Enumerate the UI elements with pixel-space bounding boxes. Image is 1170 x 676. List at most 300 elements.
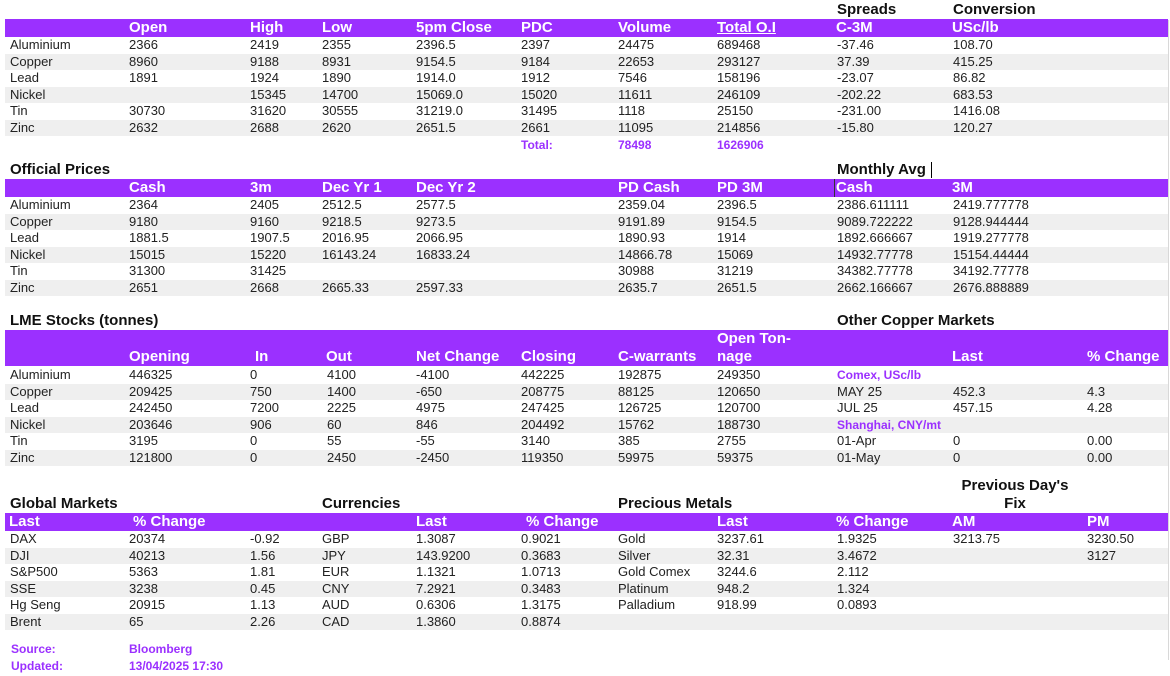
- stocks-cell-6: 120650: [717, 383, 761, 399]
- market-cell-7: -231.00: [837, 103, 882, 118]
- total-volume: 78498: [618, 138, 652, 152]
- market-cell-6: 214856: [717, 119, 761, 135]
- col-cash: Cash: [129, 179, 166, 196]
- market-cell-2: 2355: [322, 37, 351, 52]
- col-3m: 3m: [250, 179, 272, 196]
- bottom-row: [0, 564, 1170, 581]
- bottom-currency-last: 7.2921: [416, 580, 456, 596]
- stocks-cell-1: 750: [250, 383, 272, 399]
- other-copper-title: Other Copper Markets: [837, 312, 995, 329]
- stocks-cell-6: 188730: [717, 416, 761, 432]
- col-net-change: Net Change: [416, 348, 500, 365]
- market-cell-2: 1890: [322, 70, 351, 85]
- col-opening: Opening: [129, 348, 190, 365]
- market-cell-1: 15345: [250, 86, 287, 102]
- stocks-other-name: 01-Apr: [837, 433, 877, 448]
- stocks-cell-6: 59375: [717, 449, 754, 465]
- stocks-cell-6: 120700: [717, 400, 761, 415]
- col-precious-last: Last: [717, 513, 748, 530]
- col-global-change: % Change: [133, 513, 206, 530]
- market-cell-4: 2397: [521, 37, 550, 52]
- stocks-row: [0, 384, 1170, 401]
- lme-stocks-title: LME Stocks (tonnes): [10, 312, 159, 329]
- col-closing: Closing: [521, 348, 576, 365]
- market-cell-5: 24475: [618, 37, 655, 52]
- stocks-cell-5: 126725: [618, 400, 662, 415]
- stocks-cell-4: 119350: [521, 449, 564, 465]
- stocks-row: [0, 433, 1170, 450]
- stocks-metal: Aluminium: [10, 367, 71, 382]
- bottom-precious-name: Silver: [618, 547, 651, 563]
- stocks-other-name: JUL 25: [837, 400, 878, 415]
- col-avg-3m: 3M: [952, 179, 973, 196]
- market-cell-7: -37.46: [837, 37, 874, 52]
- col-fix-pm: PM: [1087, 513, 1110, 530]
- stocks-cell-3: -4100: [416, 367, 450, 382]
- bottom-precious-last: 3244.6: [717, 564, 757, 579]
- stocks-cell-3: -55: [416, 433, 435, 448]
- market-cell-3: 31219.0: [416, 103, 463, 118]
- stocks-cell-4: 442225: [521, 367, 565, 382]
- col-last: Last: [952, 348, 983, 365]
- bottom-currency-change: 0.9021: [521, 531, 561, 546]
- market-cell-8: 108.70: [953, 37, 993, 52]
- global-markets-title: Global Markets: [10, 495, 118, 512]
- official-row: [0, 247, 1170, 264]
- column-divider: [834, 179, 835, 197]
- stocks-metal: Zinc: [10, 449, 35, 465]
- bottom-global-change: 2.26: [250, 613, 276, 629]
- market-cell-6: 25150: [717, 103, 754, 118]
- official-cell-2: 2512.5: [322, 197, 362, 212]
- market-cell-2: 2620: [322, 119, 351, 135]
- market-cell-8: 86.82: [953, 70, 986, 85]
- market-cell-2: 30555: [322, 103, 359, 118]
- market-cell-1: 1924: [250, 70, 279, 85]
- bottom-precious-change: 1.9325: [837, 531, 877, 546]
- bottom-global-change: 1.81: [250, 564, 276, 579]
- col-currency-change: % Change: [526, 513, 599, 530]
- official-table-header: [5, 179, 1168, 197]
- stocks-cell-0: 3195: [129, 433, 158, 448]
- official-cell-1: 2405: [250, 197, 279, 212]
- market-cell-6: 689468: [717, 37, 761, 52]
- bottom-global-last: 5363: [129, 564, 158, 579]
- official-metal: Lead: [10, 230, 39, 245]
- official-cell-4: 2359.04: [618, 197, 665, 212]
- bottom-currency-name: AUD: [322, 597, 350, 612]
- official-cell-6: 1892.666667: [837, 230, 913, 245]
- stocks-cell-4: 208775: [521, 383, 565, 399]
- bottom-currency-change: 1.0713: [521, 564, 561, 579]
- market-cell-7: 37.39: [837, 53, 870, 69]
- market-cell-8: 415.25: [953, 53, 993, 69]
- col-currency-last: Last: [416, 513, 447, 530]
- col-pct-change: % Change: [1087, 348, 1160, 365]
- market-cell-4: 2661: [521, 119, 550, 135]
- bottom-currency-name: CAD: [322, 613, 350, 629]
- bottom-currency-name: EUR: [322, 564, 350, 579]
- market-cell-8: 120.27: [953, 119, 993, 135]
- bottom-currency-name: JPY: [322, 547, 346, 563]
- official-cell-5: 1914: [717, 230, 746, 245]
- stocks-cell-3: 4975: [416, 400, 445, 415]
- market-metal: Zinc: [10, 119, 35, 135]
- stocks-cell-2: 4100: [327, 367, 356, 382]
- bottom-fix-pm: 3230.50: [1087, 531, 1134, 546]
- official-cell-6: 2662.166667: [837, 279, 913, 295]
- stocks-cell-5: 59975: [618, 449, 655, 465]
- bottom-table-header: [5, 513, 1168, 531]
- col-low: Low: [322, 19, 352, 36]
- bottom-precious-last: 918.99: [717, 597, 757, 612]
- col-open-tonnage-1: Open Ton-: [717, 330, 791, 347]
- market-cell-1: 2688: [250, 119, 279, 135]
- bottom-global-last: 3238: [129, 580, 158, 596]
- official-cell-6: 34382.77778: [837, 263, 913, 278]
- market-cell-3: 2651.5: [416, 119, 456, 135]
- market-cell-4: 9184: [521, 53, 550, 69]
- market-cell-6: 293127: [717, 53, 761, 69]
- market-cell-5: 1118: [618, 103, 645, 118]
- bottom-global-last: 20915: [129, 597, 166, 612]
- stocks-other-last: 0: [953, 449, 961, 465]
- market-cell-0: 2632: [129, 119, 158, 135]
- official-cell-7: 1919.277778: [953, 230, 1029, 245]
- bottom-precious-last: 948.2: [717, 580, 750, 596]
- col-pdc: PDC: [521, 19, 553, 36]
- official-cell-4: 14866.78: [618, 246, 673, 262]
- official-metal: Zinc: [10, 279, 35, 295]
- stocks-metal: Nickel: [10, 416, 46, 432]
- market-cell-5: 11611: [618, 86, 653, 102]
- market-table-header: [5, 19, 1168, 37]
- official-cell-4: 2635.7: [618, 279, 658, 295]
- stocks-cell-0: 121800: [129, 449, 173, 465]
- market-cell-2: 14700: [322, 86, 359, 102]
- stocks-cell-5: 88125: [618, 383, 655, 399]
- market-cell-6: 246109: [717, 86, 761, 102]
- market-metal: Copper: [10, 53, 53, 69]
- bottom-currency-name: GBP: [322, 531, 350, 546]
- bottom-global-name: SSE: [10, 580, 37, 596]
- col-dec-yr1: Dec Yr 1: [322, 179, 382, 196]
- stocks-other-last: 457.15: [953, 400, 993, 415]
- stocks-cell-1: 0: [250, 367, 258, 382]
- market-cell-8: 1416.08: [953, 103, 1000, 118]
- stocks-cell-6: 249350: [717, 367, 761, 382]
- bottom-currency-last: 1.3087: [416, 531, 456, 546]
- market-cell-5: 22653: [618, 53, 655, 69]
- stocks-row: [0, 417, 1170, 434]
- stocks-cell-2: 1400: [327, 383, 356, 399]
- stocks-other-last: 0: [953, 433, 961, 448]
- stocks-cell-3: -650: [416, 383, 443, 399]
- official-cell-2: 16143.24: [322, 246, 377, 262]
- col-precious-change: % Change: [836, 513, 909, 530]
- total-oi: 1626906: [717, 138, 764, 152]
- market-cell-5: 11095: [618, 119, 654, 135]
- col-open-tonnage-2: nage: [717, 348, 753, 365]
- bottom-fix-am: 3213.75: [953, 531, 1000, 546]
- stocks-metal: Copper: [10, 383, 53, 399]
- bottom-global-change: 1.13: [250, 597, 276, 612]
- bottom-currency-change: 0.8874: [521, 613, 561, 629]
- market-cell-0: 30730: [129, 103, 166, 118]
- stocks-cell-5: 15762: [618, 416, 655, 432]
- official-cell-1: 15220: [250, 246, 287, 262]
- stocks-other-name: 01-May: [837, 449, 881, 465]
- stocks-row: [0, 400, 1170, 417]
- bottom-precious-name: Platinum: [618, 580, 669, 596]
- bottom-precious-last: 3237.61: [717, 531, 764, 546]
- market-cell-1: 9188: [250, 53, 279, 69]
- official-cell-0: 2651: [129, 279, 158, 295]
- official-row: [0, 214, 1170, 231]
- stocks-cell-1: 0: [250, 433, 258, 448]
- bottom-global-change: 1.56: [250, 547, 276, 563]
- market-row: [0, 87, 1170, 104]
- stocks-other-change: 0.00: [1087, 449, 1113, 465]
- official-cell-7: 34192.77778: [953, 263, 1029, 278]
- market-cell-7: -15.80: [837, 119, 874, 135]
- stocks-cell-3: 846: [416, 416, 438, 432]
- stocks-row: [0, 367, 1170, 384]
- official-cell-3: 9273.5: [416, 213, 456, 229]
- bottom-global-name: DJI: [10, 547, 30, 563]
- stocks-cell-5: 192875: [618, 367, 662, 382]
- stocks-cell-0: 446325: [129, 367, 173, 382]
- monthly-avg-title: Monthly Avg: [837, 161, 926, 178]
- official-cell-4: 30988: [618, 263, 655, 278]
- stocks-cell-5: 385: [618, 433, 640, 448]
- stocks-cell-4: 3140: [521, 433, 550, 448]
- official-cell-1: 2668: [250, 279, 279, 295]
- col-open: Open: [129, 19, 168, 36]
- source-label: Source:: [11, 642, 56, 656]
- official-cell-4: 9191.89: [618, 213, 665, 229]
- official-cell-3: 2066.95: [416, 230, 463, 245]
- official-cell-0: 31300: [129, 263, 166, 278]
- bottom-global-change: 0.45: [250, 580, 276, 596]
- market-cell-0: 2366: [129, 37, 158, 52]
- stocks-cell-2: 2450: [327, 449, 356, 465]
- market-cell-5: 7546: [618, 70, 647, 85]
- bottom-currency-name: CNY: [322, 580, 350, 596]
- bottom-row: [0, 581, 1170, 598]
- official-cell-7: 15154.44444: [953, 246, 1029, 262]
- bottom-global-last: 20374: [129, 531, 166, 546]
- stocks-cell-4: 204492: [521, 416, 565, 432]
- official-cell-1: 9160: [250, 213, 279, 229]
- market-cell-2: 8931: [322, 53, 351, 69]
- currencies-title: Currencies: [322, 495, 401, 512]
- stocks-cell-2: 55: [327, 433, 342, 448]
- col-in: In: [255, 348, 269, 365]
- official-cell-1: 1907.5: [250, 230, 290, 245]
- market-cell-8: 683.53: [953, 86, 993, 102]
- official-prices-title: Official Prices: [10, 161, 111, 178]
- market-cell-0: 1891: [129, 70, 158, 85]
- stocks-cell-1: 0: [250, 449, 258, 465]
- market-cell-6: 158196: [717, 70, 761, 85]
- official-cell-0: 2364: [129, 197, 158, 212]
- col-c3m: C-3M: [836, 19, 873, 36]
- official-cell-3: 2577.5: [416, 197, 456, 212]
- bottom-precious-change: 2.112: [837, 564, 869, 579]
- bottom-precious-change: 1.324: [837, 580, 870, 596]
- market-cell-3: 15069.0: [416, 86, 463, 102]
- official-cell-4: 1890.93: [618, 230, 665, 245]
- market-cell-4: 1912: [521, 70, 550, 85]
- market-cell-0: 8960: [129, 53, 158, 69]
- col-fix-am: AM: [952, 513, 976, 530]
- col-usc-lb: USc/lb: [952, 19, 999, 36]
- official-cell-6: 2386.611111: [837, 197, 910, 212]
- market-row: [0, 54, 1170, 71]
- market-row: [0, 120, 1170, 137]
- stocks-other-name: Shanghai, CNY/mt: [837, 417, 942, 432]
- col-pd-cash: PD Cash: [618, 179, 680, 196]
- stocks-other-change: 4.3: [1087, 383, 1106, 399]
- official-cell-2: 2016.95: [322, 230, 369, 245]
- col-high: High: [250, 19, 284, 36]
- official-cell-7: 2419.777778: [953, 197, 1029, 212]
- stocks-other-last: 452.3: [953, 383, 986, 399]
- official-cell-5: 15069: [717, 246, 754, 262]
- updated-value: 13/04/2025 17:30: [129, 659, 224, 673]
- stocks-row: [0, 450, 1170, 467]
- market-cell-4: 31495: [521, 103, 558, 118]
- official-metal: Tin: [10, 263, 28, 278]
- stocks-cell-4: 247425: [521, 400, 565, 415]
- stocks-metal: Lead: [10, 400, 39, 415]
- bottom-precious-change: 0.0893: [837, 597, 877, 612]
- text-cursor: [931, 162, 932, 178]
- official-row: [0, 263, 1170, 280]
- market-cell-3: 1914.0: [416, 70, 456, 85]
- stocks-other-name: MAY 25: [837, 383, 883, 399]
- market-metal: Aluminium: [10, 37, 71, 52]
- bottom-currency-last: 0.6306: [416, 597, 456, 612]
- stocks-cell-3: -2450: [416, 449, 450, 465]
- bottom-precious-last: 32.31: [717, 547, 750, 563]
- stocks-other-change: 4.28: [1087, 400, 1113, 415]
- bottom-currency-change: 1.3175: [521, 597, 561, 612]
- official-cell-1: 31425: [250, 263, 287, 278]
- official-cell-2: 2665.33: [322, 279, 369, 295]
- official-row: [0, 280, 1170, 297]
- bottom-global-name: Hg Seng: [10, 597, 61, 612]
- precious-metals-title: Precious Metals: [618, 495, 733, 512]
- official-cell-0: 1881.5: [129, 230, 169, 245]
- previous-day-fix-title-2: Fix: [1004, 495, 1026, 512]
- bottom-precious-name: Gold Comex: [618, 564, 691, 579]
- market-cell-7: -23.07: [837, 70, 874, 85]
- col-5pm-close: 5pm Close: [416, 19, 492, 36]
- market-cell-3: 2396.5: [416, 37, 456, 52]
- official-cell-0: 15015: [129, 246, 166, 262]
- bottom-currency-last: 1.1321: [416, 564, 456, 579]
- official-cell-5: 9154.5: [717, 213, 757, 229]
- stocks-cell-2: 2225: [327, 400, 356, 415]
- stocks-metal: Tin: [10, 433, 28, 448]
- official-metal: Aluminium: [10, 197, 71, 212]
- market-cell-1: 2419: [250, 37, 279, 52]
- official-cell-3: 2597.33: [416, 279, 463, 295]
- official-metal: Copper: [10, 213, 53, 229]
- col-dec-yr2: Dec Yr 2: [416, 179, 476, 196]
- bottom-currency-last: 143.9200: [416, 547, 471, 563]
- official-cell-5: 2396.5: [717, 197, 757, 212]
- official-cell-6: 9089.722222: [837, 213, 913, 229]
- bottom-row: [0, 548, 1170, 565]
- market-metal: Tin: [10, 103, 28, 118]
- market-cell-3: 9154.5: [416, 53, 456, 69]
- conversion-heading: Conversion: [953, 1, 1036, 18]
- bottom-currency-change: 0.3683: [521, 547, 561, 563]
- stocks-other-change: 0.00: [1087, 433, 1113, 448]
- total-label: Total:: [521, 138, 553, 152]
- bottom-currency-last: 1.3860: [416, 613, 456, 629]
- bottom-row: [0, 531, 1170, 548]
- bottom-global-name: Brent: [10, 613, 42, 629]
- col-volume: Volume: [618, 19, 672, 36]
- stocks-cell-1: 906: [250, 416, 272, 432]
- bottom-global-name: S&P500: [10, 564, 58, 579]
- official-cell-5: 31219: [717, 263, 754, 278]
- stocks-cell-6: 2755: [717, 433, 746, 448]
- bottom-global-last: 65: [129, 613, 144, 629]
- market-cell-7: -202.22: [837, 86, 882, 102]
- bottom-global-name: DAX: [10, 531, 37, 546]
- stocks-other-name: Comex, USc/lb: [837, 368, 922, 382]
- stocks-cell-0: 203646: [129, 416, 173, 432]
- bottom-currency-change: 0.3483: [521, 580, 561, 596]
- official-row: [0, 197, 1170, 214]
- spreads-heading: Spreads: [837, 1, 897, 18]
- bottom-precious-name: Palladium: [618, 597, 676, 612]
- stocks-cell-0: 242450: [129, 400, 173, 415]
- official-cell-0: 9180: [129, 213, 158, 229]
- official-cell-3: 16833.24: [416, 246, 471, 262]
- market-cell-1: 31620: [250, 103, 287, 118]
- official-row: [0, 230, 1170, 247]
- bottom-fix-pm: 3127: [1087, 547, 1116, 563]
- bottom-precious-change: 3.4672: [837, 547, 877, 563]
- stocks-cell-0: 209425: [129, 383, 173, 399]
- official-cell-5: 2651.5: [717, 279, 757, 295]
- bottom-precious-name: Gold: [618, 531, 646, 546]
- col-global-last: Last: [9, 513, 40, 530]
- source-value: Bloomberg: [129, 642, 193, 656]
- market-metal: Lead: [10, 70, 39, 85]
- market-row: [0, 37, 1170, 54]
- col-pd-3m: PD 3M: [717, 179, 763, 196]
- bottom-row: [0, 614, 1170, 631]
- col-total-oi: Total O.I: [717, 19, 776, 36]
- market-cell-4: 15020: [521, 86, 558, 102]
- bottom-global-change: -0.92: [250, 531, 280, 546]
- official-cell-7: 9128.944444: [953, 213, 1029, 229]
- bottom-global-last: 40213: [129, 547, 166, 563]
- market-metal: Nickel: [10, 86, 46, 102]
- previous-day-fix-title-1: Previous Day's: [961, 477, 1069, 494]
- col-out: Out: [326, 348, 352, 365]
- stocks-table-header: [5, 330, 1168, 366]
- official-cell-7: 2676.888889: [953, 279, 1029, 295]
- market-row: [0, 103, 1170, 120]
